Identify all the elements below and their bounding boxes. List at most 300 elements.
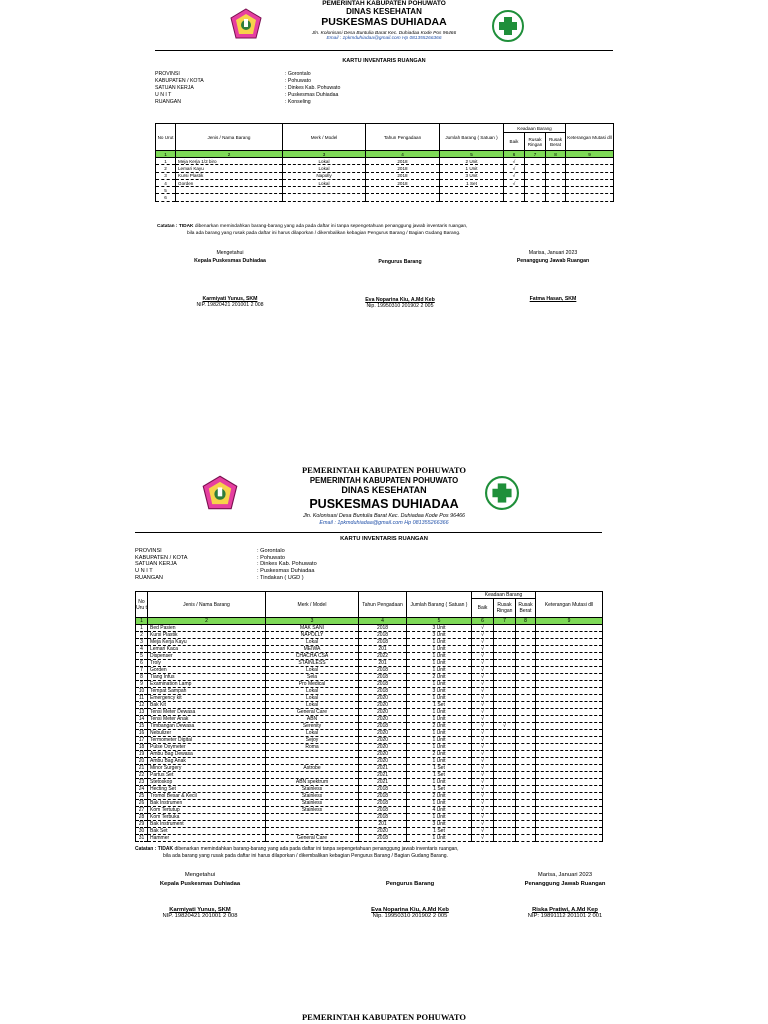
cell-brand: General Care	[266, 835, 359, 842]
col-keadaan: Keadaan Barang	[472, 592, 536, 599]
cell-year	[366, 194, 440, 201]
cell-good: √	[504, 179, 525, 186]
header-government: PEMERINTAH KABUPATEN POHUWATO	[322, 0, 446, 7]
info-label: U N I T	[155, 92, 172, 98]
signature-storekeeper	[325, 259, 475, 309]
cell-quantity: 1 Set	[440, 179, 504, 186]
cell-year: 2020	[359, 744, 407, 751]
cell-minor-damage	[494, 800, 516, 807]
cell-major-damage	[546, 187, 566, 194]
cell-minor-damage	[494, 814, 516, 821]
cell-minor-damage	[525, 194, 546, 201]
cell-item: Partus Set	[148, 772, 266, 779]
cell-year: 2018	[359, 625, 407, 632]
table-row	[136, 716, 603, 723]
cell-quantity: 1 Unit	[440, 165, 504, 172]
location-info	[155, 71, 340, 106]
cell-no: 26	[136, 800, 148, 807]
cell-brand: Astrobe	[266, 765, 359, 772]
cell-year: 2018	[359, 786, 407, 793]
signature-nip: NIP. 19820421 201001 2 008	[196, 302, 264, 308]
info-label: PROVINSI	[135, 548, 162, 554]
cell-no: 1	[136, 625, 148, 632]
cell-minor-damage	[494, 695, 516, 702]
cell-minor-damage	[494, 716, 516, 723]
cell-brand: NAPOLLY	[266, 632, 359, 639]
cell-minor-damage	[494, 793, 516, 800]
cell-year: 2018	[359, 681, 407, 688]
cell-good: √	[472, 772, 494, 779]
info-label: SATUAN KERJA	[155, 85, 194, 91]
inventory-card-konseling	[0, 0, 768, 309]
cell-major-damage	[516, 695, 536, 702]
cell-item: Kursi Plastik	[176, 172, 283, 179]
info-label: PROVINSI	[155, 71, 180, 77]
table-row	[136, 737, 603, 744]
cell-major-damage	[516, 674, 536, 681]
cell-no: 2	[156, 165, 176, 172]
cell-remarks	[536, 793, 603, 800]
cell-no: 10	[136, 688, 148, 695]
cell-quantity: 1 Set	[407, 765, 472, 772]
note	[157, 224, 467, 238]
cell-brand: Lokal	[266, 702, 359, 709]
cell-brand: Lokal	[266, 688, 359, 695]
info-row	[155, 99, 340, 106]
cell-no: 12	[136, 702, 148, 709]
cell-quantity: 1 Unit	[407, 660, 472, 667]
cell-quantity: 1 Unit	[407, 716, 472, 723]
col-number: 6	[472, 618, 494, 625]
cell-item: Ambu Bag Anak	[148, 758, 266, 765]
cell-remarks	[536, 709, 603, 716]
cell-remarks	[536, 681, 603, 688]
cell-item: Kom Tertutup	[148, 807, 266, 814]
table-row	[156, 187, 614, 194]
col-rusak-berat: Rusak Berat	[546, 133, 566, 151]
cell-good: √	[472, 716, 494, 723]
cell-item: Lemari Kayu	[176, 165, 283, 172]
cell-quantity: 3 Unit	[407, 625, 472, 632]
cell-year: 2020	[359, 709, 407, 716]
col-jumlah: Jumlah Barang ( Satuan )	[407, 592, 472, 618]
cell-good	[504, 187, 525, 194]
cell-no: 20	[136, 758, 148, 765]
cell-brand: Stainless	[266, 793, 359, 800]
cell-quantity: 2 Unit	[407, 674, 472, 681]
table-row	[136, 632, 603, 639]
cell-quantity: 2 Unit	[407, 751, 472, 758]
info-value: : Puskesmas Duhiadaa	[257, 568, 315, 575]
cell-minor-damage	[494, 786, 516, 793]
cell-year: 2021	[359, 765, 407, 772]
info-row	[135, 548, 317, 555]
cell-major-damage	[516, 779, 536, 786]
col-number: 5	[407, 618, 472, 625]
signature-name: Karmiyati Yunus, SKM	[202, 296, 258, 302]
cell-major-damage	[516, 639, 536, 646]
cell-major-damage	[516, 667, 536, 674]
cell-good: √	[472, 681, 494, 688]
col-rusak-berat: Rusak Berat	[516, 599, 536, 618]
cell-remarks	[566, 158, 614, 165]
cell-major-damage	[516, 744, 536, 751]
cell-remarks	[536, 807, 603, 814]
cell-minor-damage	[494, 702, 516, 709]
cell-year: 201	[359, 660, 407, 667]
cell-brand: MAK SANI	[266, 625, 359, 632]
cell-no: 17	[136, 737, 148, 744]
cell-minor-damage	[494, 667, 516, 674]
note-line-1: dibenarkan memindahkan barang-barang yang ada pada daftar ini tanpa sepengetahuan penanggung jawab inventaris ruangan,	[193, 224, 468, 229]
cell-minor-damage	[494, 653, 516, 660]
cell-no: 15	[136, 723, 148, 730]
col-number: 5	[440, 151, 504, 158]
inventory-card-next	[0, 1008, 768, 1024]
cell-major-damage	[516, 786, 536, 793]
cell-item: Bed Pasien	[148, 625, 266, 632]
cell-item: Hammer	[148, 835, 266, 842]
cell-brand	[266, 828, 359, 835]
cell-major-damage	[516, 758, 536, 765]
cell-item: Gorden	[176, 179, 283, 186]
cell-item: Kom Terbuka	[148, 814, 266, 821]
cell-brand	[266, 751, 359, 758]
cell-major-damage	[516, 765, 536, 772]
cell-no: 30	[136, 828, 148, 835]
table-row	[136, 681, 603, 688]
info-row	[155, 78, 340, 85]
info-label: RUANGAN	[155, 99, 181, 105]
cell-good: √	[472, 835, 494, 842]
cell-item: Kursi Plastik	[148, 632, 266, 639]
cell-remarks	[536, 800, 603, 807]
cell-good: √	[472, 632, 494, 639]
health-cross-icon	[480, 476, 524, 510]
cell-minor-damage	[494, 758, 516, 765]
cell-remarks	[536, 674, 603, 681]
cell-no: 27	[136, 807, 148, 814]
cell-major-damage	[516, 793, 536, 800]
cell-major-damage	[516, 702, 536, 709]
cell-quantity: 3 Unit	[440, 172, 504, 179]
cell-item: Tensi Meter Dewasa	[148, 709, 266, 716]
cell-remarks	[536, 723, 603, 730]
cell-minor-damage	[525, 165, 546, 172]
cell-no: 3	[136, 639, 148, 646]
cell-no: 31	[136, 835, 148, 842]
cell-remarks	[566, 179, 614, 186]
column-number-row	[156, 151, 614, 158]
cell-no: 28	[136, 814, 148, 821]
cell-quantity: 1 Unit	[407, 695, 472, 702]
table-row	[136, 674, 603, 681]
cell-year: 2018	[359, 807, 407, 814]
col-number: 3	[283, 151, 366, 158]
note-label: Catatan : TIDAK	[157, 224, 194, 229]
cell-year: 2021	[359, 772, 407, 779]
cell-brand: Lokal	[266, 639, 359, 646]
table-row	[136, 639, 603, 646]
table-row	[156, 194, 614, 201]
cell-year: 2018	[359, 814, 407, 821]
info-value: : Konseling	[285, 99, 311, 105]
cell-item: Meja Kerja Kayu	[148, 639, 266, 646]
table-row	[156, 158, 614, 165]
cell-year: 2022	[359, 653, 407, 660]
cell-year: 2020	[359, 828, 407, 835]
cell-year: 2018	[366, 179, 440, 186]
cell-good: √	[472, 744, 494, 751]
cell-quantity: 1 Unit	[407, 779, 472, 786]
signature-name: Karmiyati Yunus, SKM	[169, 907, 231, 913]
table-row	[136, 751, 603, 758]
cell-brand: General Care	[266, 709, 359, 716]
cell-brand: Stainless	[266, 786, 359, 793]
cell-no: 22	[136, 772, 148, 779]
cell-no: 8	[136, 674, 148, 681]
cell-year: 2021	[359, 779, 407, 786]
cell-quantity: 2 Unit	[407, 793, 472, 800]
cell-remarks	[566, 165, 614, 172]
cell-brand	[266, 814, 359, 821]
cell-major-damage	[516, 807, 536, 814]
cell-quantity: 1 Unit	[407, 646, 472, 653]
cell-year: 2020	[359, 751, 407, 758]
cell-year: 2018	[366, 165, 440, 172]
cell-remarks	[536, 667, 603, 674]
col-number: 1	[136, 618, 148, 625]
cell-no: 1	[156, 158, 176, 165]
signature-role: Penanggung Jawab Ruangan	[524, 881, 606, 887]
table-row	[136, 821, 603, 828]
cell-quantity: 1 Set	[407, 772, 472, 779]
cell-no: 5	[156, 187, 176, 194]
cell-minor-damage: √	[494, 723, 516, 730]
cell-good: √	[472, 751, 494, 758]
cell-brand	[266, 821, 359, 828]
cell-minor-damage	[494, 681, 516, 688]
cell-quantity: 3 Unit	[407, 821, 472, 828]
info-row	[155, 85, 340, 92]
header-organization: PUSKESMAS DUHIADAA	[321, 16, 447, 29]
cell-brand	[266, 772, 359, 779]
cell-item: Gorden	[148, 667, 266, 674]
cell-brand: ABN spektrum	[266, 779, 359, 786]
signature-role: Penanggung Jawab Ruangan	[516, 258, 590, 264]
cell-brand: Lokal	[266, 667, 359, 674]
col-number: 2	[148, 618, 266, 625]
col-number: 9	[536, 618, 603, 625]
cell-item: Minor Surgery	[148, 765, 266, 772]
table-row	[136, 744, 603, 751]
cell-no: 29	[136, 821, 148, 828]
table-row	[136, 653, 603, 660]
info-row	[135, 561, 317, 568]
cell-brand: Napolly	[283, 172, 366, 179]
cell-item: Nebulizer	[148, 730, 266, 737]
cell-major-damage	[516, 632, 536, 639]
cell-year: 2018	[359, 639, 407, 646]
header-address: Jln. Kolonisasi Desa Buntulia Barat Kec. Duhiadaa Kode Pos 96466	[302, 512, 466, 519]
col-rusak-ringan: Rusak Ringan	[525, 133, 546, 151]
document-title: KARTU INVENTARIS RUANGAN	[340, 536, 428, 542]
cell-minor-damage	[494, 709, 516, 716]
cell-brand: Lokal	[283, 158, 366, 165]
signature-name: Eva Noparina Kiu, A.Md Keb	[371, 907, 449, 913]
cell-quantity: 1 Set	[407, 828, 472, 835]
info-label: SATUAN KERJA	[135, 561, 177, 568]
place-date: Marisa, Januari 2023	[528, 250, 578, 256]
cell-minor-damage	[494, 828, 516, 835]
cell-good: √	[472, 807, 494, 814]
cell-quantity: 1 Unit	[407, 744, 472, 751]
cell-minor-damage	[494, 660, 516, 667]
col-number: 1	[156, 151, 176, 158]
col-baik: Baik	[504, 133, 525, 151]
cell-item: Termometer Digital	[148, 737, 266, 744]
signature-nip: Nip. 19950310 201902 2 005	[372, 913, 448, 919]
signature-room-owner	[478, 250, 628, 302]
cell-good: √	[472, 695, 494, 702]
header-government-serif: PEMERINTAH KABUPATEN POHUWATO	[301, 465, 467, 475]
table-row	[136, 625, 603, 632]
col-ket: Keterangan Mutasi dll	[536, 592, 603, 618]
table-row	[136, 828, 603, 835]
cell-quantity	[440, 194, 504, 201]
table-row	[136, 688, 603, 695]
cell-major-damage	[516, 688, 536, 695]
cell-no: 23	[136, 779, 148, 786]
cell-year: 2018	[359, 667, 407, 674]
cell-minor-damage	[494, 639, 516, 646]
header-department: DINAS KESEHATAN	[341, 485, 427, 496]
cell-brand: Stainless	[266, 800, 359, 807]
cell-brand: CHACHA CSA	[266, 653, 359, 660]
cell-year: 2020	[359, 737, 407, 744]
cell-minor-damage	[494, 688, 516, 695]
cell-year: 2018	[366, 172, 440, 179]
cell-remarks	[536, 702, 603, 709]
cell-minor-damage	[494, 772, 516, 779]
cell-remarks	[536, 744, 603, 751]
cell-item: Tempat Sampah	[148, 688, 266, 695]
cell-brand: STAINLESS	[266, 660, 359, 667]
cell-major-damage	[516, 821, 536, 828]
cell-minor-damage	[525, 187, 546, 194]
cell-good: √	[472, 625, 494, 632]
cell-brand: Sejoy	[266, 737, 359, 744]
note-label: Catatan : TIDAK	[135, 846, 174, 852]
cell-item: Ambu Bag Dewasa	[148, 751, 266, 758]
cell-year: 2018	[359, 793, 407, 800]
col-jenis: Jenis / Nama Barang	[176, 124, 283, 151]
table-row	[136, 807, 603, 814]
table-row	[136, 660, 603, 667]
cell-no: 24	[136, 786, 148, 793]
cell-year: 2018	[366, 158, 440, 165]
cell-no: 4	[136, 646, 148, 653]
info-row	[135, 575, 317, 582]
cell-good: √	[504, 172, 525, 179]
cell-quantity: 1 Unit	[407, 709, 472, 716]
cell-good: √	[472, 646, 494, 653]
table-row	[136, 765, 603, 772]
col-number: 4	[366, 151, 440, 158]
cell-quantity: 1 Unit	[407, 667, 472, 674]
cell-no: 18	[136, 744, 148, 751]
cell-quantity: 1 Unit	[407, 681, 472, 688]
cell-major-damage	[516, 751, 536, 758]
note-line-1: dibenarkan memindahkan barang-barang yang ada pada daftar ini tanpa sepengetahuan penanggung jawab inventaris ruangan,	[173, 846, 459, 852]
cell-year: 2018	[359, 835, 407, 842]
cell-year: 2018	[359, 674, 407, 681]
inventory-table	[155, 123, 614, 202]
cell-quantity: 1 Unit	[407, 639, 472, 646]
cell-no: 6	[156, 194, 176, 201]
cell-no: 3	[156, 172, 176, 179]
col-jumlah: Jumlah Barang ( Satuan )	[440, 124, 504, 151]
cell-minor-damage	[494, 807, 516, 814]
col-keadaan: Keadaan Barang	[504, 124, 566, 133]
cell-major-damage	[516, 709, 536, 716]
signature-storekeeper	[335, 881, 485, 919]
cell-brand: Stainless	[266, 807, 359, 814]
cell-quantity: 1 Unit	[407, 800, 472, 807]
cell-item	[176, 194, 283, 201]
cell-major-damage	[516, 835, 536, 842]
cell-major-damage	[516, 800, 536, 807]
cell-major-damage	[516, 681, 536, 688]
table-row	[136, 695, 603, 702]
cell-quantity: 3 Unit	[407, 688, 472, 695]
cell-item: Examination Lamp	[148, 681, 266, 688]
cell-good: √	[472, 786, 494, 793]
cell-item: Pulse Oxymeter	[148, 744, 266, 751]
cell-quantity: 1 Set	[407, 702, 472, 709]
document-title: KARTU INVENTARIS RUANGAN	[342, 58, 426, 64]
cell-no: 21	[136, 765, 148, 772]
signature-role: Kepala Puskesmas Duhiadaa	[159, 881, 241, 887]
cell-good: √	[472, 737, 494, 744]
cell-item: Meja Kerja 1/2 biro	[176, 158, 283, 165]
cell-major-damage	[516, 646, 536, 653]
info-value: : Gorontalo	[257, 548, 285, 554]
cell-good: √	[472, 639, 494, 646]
table-row	[136, 723, 603, 730]
cell-major-damage	[516, 730, 536, 737]
cell-remarks	[536, 786, 603, 793]
cell-item: Bak Instrument	[148, 821, 266, 828]
table-row	[136, 709, 603, 716]
cell-quantity: 1 Unit	[407, 835, 472, 842]
cell-good: √	[472, 660, 494, 667]
info-value: : Pohuwato	[285, 78, 311, 84]
cell-brand: Lokal	[283, 165, 366, 172]
col-rusak-ringan: Rusak Ringan	[494, 599, 516, 618]
cell-remarks	[536, 695, 603, 702]
col-number: 6	[504, 151, 525, 158]
table-row	[136, 646, 603, 653]
cell-item: Stetoskop	[148, 779, 266, 786]
cell-no: 7	[136, 667, 148, 674]
note	[135, 846, 459, 861]
cell-brand	[283, 187, 366, 194]
info-label: RUANGAN	[135, 574, 163, 581]
cell-brand: Pro Medical	[266, 681, 359, 688]
cell-remarks	[536, 772, 603, 779]
info-value: : Dinkes Kab. Pohuwato	[285, 85, 341, 91]
